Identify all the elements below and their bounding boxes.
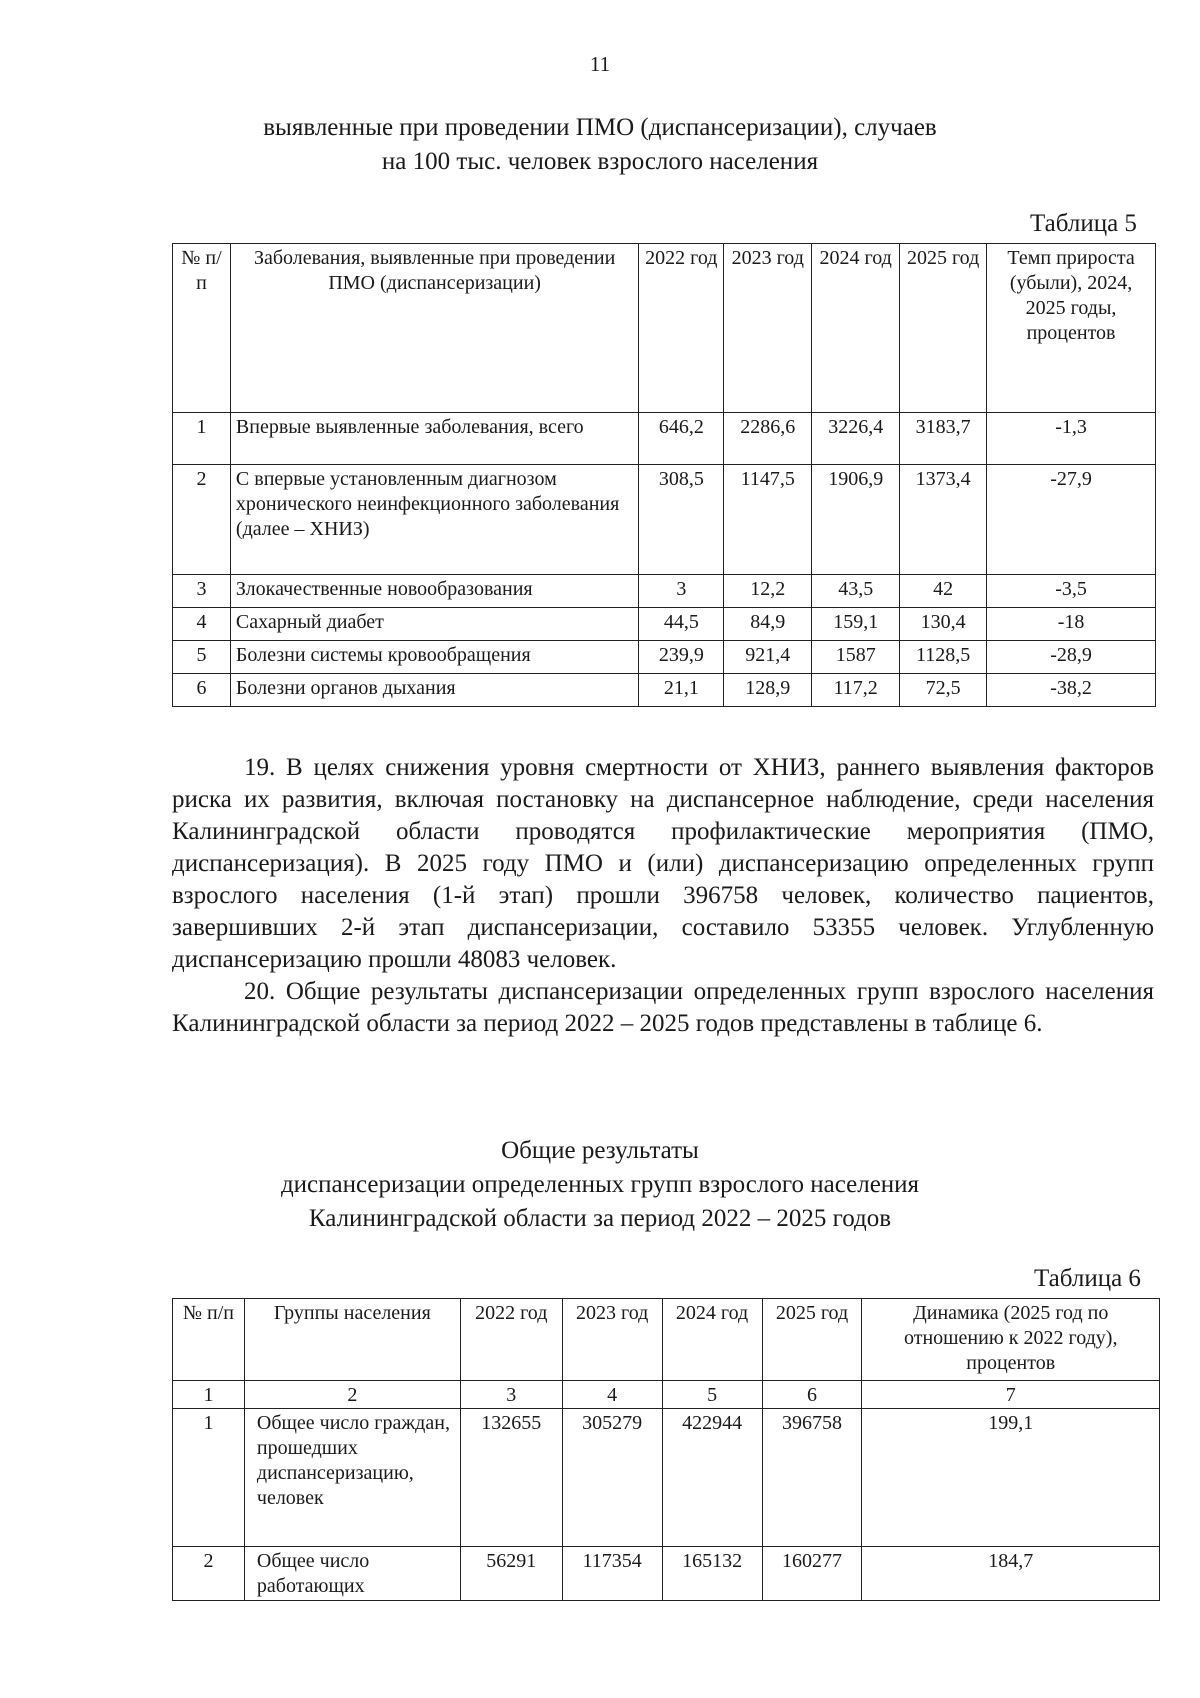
table5-header-2025: 2025 год xyxy=(900,244,987,413)
table-cell: 7 xyxy=(862,1381,1160,1409)
table-cell: 43,5 xyxy=(812,575,900,608)
table-cell: 1128,5 xyxy=(900,641,987,674)
table-cell: 305279 xyxy=(562,1409,662,1547)
table-cell: 308,5 xyxy=(639,465,724,575)
table-cell: 132655 xyxy=(460,1409,562,1547)
table-cell: 159,1 xyxy=(812,608,900,641)
table-cell: 3226,4 xyxy=(812,413,900,465)
table-cell: 12,2 xyxy=(724,575,812,608)
table-cell: Болезни системы кровообращения xyxy=(230,641,638,674)
table-cell: 160277 xyxy=(762,1547,862,1601)
table-cell: Болезни органов дыхания xyxy=(230,674,638,707)
table-cell: 72,5 xyxy=(900,674,987,707)
table-row xyxy=(173,413,1156,465)
table6-header-2024: 2024 год xyxy=(662,1299,762,1381)
table-cell: 3 xyxy=(639,575,724,608)
table-cell: 1 xyxy=(173,1409,245,1547)
table-row xyxy=(173,575,1156,608)
table6-label: Таблица 6 xyxy=(1034,1265,1141,1292)
table6-numbering-row xyxy=(173,1381,1160,1409)
table-cell: 2 xyxy=(173,465,231,575)
table-cell: 42 xyxy=(900,575,987,608)
table-cell: Злокачественные новообразования xyxy=(230,575,638,608)
table-cell: Общее число работающих xyxy=(244,1547,460,1601)
table-cell: 184,7 xyxy=(862,1547,1160,1601)
body-text xyxy=(172,752,1154,1040)
page-number: 11 xyxy=(589,52,611,76)
table-cell: 1 xyxy=(173,1381,245,1409)
table-cell: С впервые установленным диагнозом хронического неинфекционного заболевания (далее – ХНИЗ) xyxy=(230,465,638,575)
table-cell: 3183,7 xyxy=(900,413,987,465)
table5-label: Таблица 5 xyxy=(1030,210,1137,237)
table-cell: 117354 xyxy=(562,1547,662,1601)
table5-header-disease: Заболевания, выявленные при проведении ПМО (диспансеризации) xyxy=(230,244,638,413)
table-cell: 128,9 xyxy=(724,674,812,707)
table5 xyxy=(172,243,1156,707)
table-cell: 56291 xyxy=(460,1547,562,1601)
table-cell: 646,2 xyxy=(639,413,724,465)
table-row xyxy=(173,674,1156,707)
table-cell: 6 xyxy=(762,1381,862,1409)
table5-header-growth: Темп прироста (убыли), 2024, 2025 годы, процентов xyxy=(987,244,1156,413)
table6-header-2022: 2022 год xyxy=(460,1299,562,1381)
table-cell: 6 xyxy=(173,674,231,707)
table-row xyxy=(173,465,1156,575)
table-cell: 4 xyxy=(173,608,231,641)
table-row xyxy=(173,1409,1160,1547)
table-cell: 1906,9 xyxy=(812,465,900,575)
table-cell: 5 xyxy=(662,1381,762,1409)
table-row xyxy=(173,608,1156,641)
table-cell: 2 xyxy=(244,1381,460,1409)
table-cell: 21,1 xyxy=(639,674,724,707)
table-cell: -18 xyxy=(987,608,1156,641)
table-cell: 1587 xyxy=(812,641,900,674)
table5-header-num: № п/п xyxy=(173,244,231,413)
table-cell: 3 xyxy=(460,1381,562,1409)
table-cell: 44,5 xyxy=(639,608,724,641)
table-cell: 2 xyxy=(173,1547,245,1601)
paragraph-20: 20. Общие результаты диспансеризации определенных групп взрослого населения Калининградской области за период 2022 – 2025 годов представлены в таблице 6. xyxy=(172,978,1154,1037)
table-cell: 4 xyxy=(562,1381,662,1409)
table6-header-group: Группы населения xyxy=(244,1299,460,1381)
table5-header-row xyxy=(173,244,1156,413)
table-row xyxy=(173,1547,1160,1601)
table-cell: -28,9 xyxy=(987,641,1156,674)
table-cell: -38,2 xyxy=(987,674,1156,707)
table-cell: 2286,6 xyxy=(724,413,812,465)
table5-header-2022: 2022 год xyxy=(639,244,724,413)
table6-header-2023: 2023 год xyxy=(562,1299,662,1381)
table-cell: 239,9 xyxy=(639,641,724,674)
table5-header-2024: 2024 год xyxy=(812,244,900,413)
table5-title-line2: на 100 тыс. человек взрослого населения xyxy=(381,148,819,175)
table-cell: 199,1 xyxy=(862,1409,1160,1547)
table-cell: 130,4 xyxy=(900,608,987,641)
table-cell: -27,9 xyxy=(987,465,1156,575)
table-cell: -3,5 xyxy=(987,575,1156,608)
table-cell: 921,4 xyxy=(724,641,812,674)
table-cell: 165132 xyxy=(662,1547,762,1601)
table-cell: 1373,4 xyxy=(900,465,987,575)
table5-header-2023: 2023 год xyxy=(724,244,812,413)
table6-header-num: № п/п xyxy=(173,1299,245,1381)
table6 xyxy=(172,1298,1160,1601)
table6-title-line1: Общие результаты xyxy=(501,1137,699,1164)
table-cell: Впервые выявленные заболевания, всего xyxy=(230,413,638,465)
paragraph-19: 19. В целях снижения уровня смертности от ХНИЗ, раннего выявления факторов риска их развития, включая постановку на диспансерное наблюдение, среди населения Калининградской области проводятся профилактические мероприятия (ПМО, диспансеризация). В 2025 году ПМО и (или) диспансеризацию определенных групп взрослого населения (1-й этап) прошли 396758 человек, количество пациентов, завершивших 2-й этап диспансеризации, составило 53355 человек. Углубленную диспансеризацию прошли 48083 человек. xyxy=(172,754,1154,973)
table6-header-2025: 2025 год xyxy=(762,1299,862,1381)
table-cell: Общее число граждан, прошедших диспансеризацию, человек xyxy=(244,1409,460,1547)
table6-header-row xyxy=(173,1299,1160,1381)
table6-title-line3: Калининградской области за период 2022 – 2025 годов xyxy=(308,1205,892,1232)
table-cell: 396758 xyxy=(762,1409,862,1547)
table5-title-line1: выявленные при проведении ПМО (диспансеризации), случаев xyxy=(263,114,937,141)
table-cell: Сахарный диабет xyxy=(230,608,638,641)
table-cell: -1,3 xyxy=(987,413,1156,465)
table6-title-line2: диспансеризации определенных групп взрослого населения xyxy=(280,1171,920,1198)
table-cell: 5 xyxy=(173,641,231,674)
table-cell: 1147,5 xyxy=(724,465,812,575)
table-cell: 1 xyxy=(173,413,231,465)
table-cell: 84,9 xyxy=(724,608,812,641)
table-cell: 422944 xyxy=(662,1409,762,1547)
table-row xyxy=(173,641,1156,674)
table-cell: 117,2 xyxy=(812,674,900,707)
table6-header-dynamics: Динамика (2025 год по отношению к 2022 году), процентов xyxy=(862,1299,1160,1381)
table-cell: 3 xyxy=(173,575,231,608)
